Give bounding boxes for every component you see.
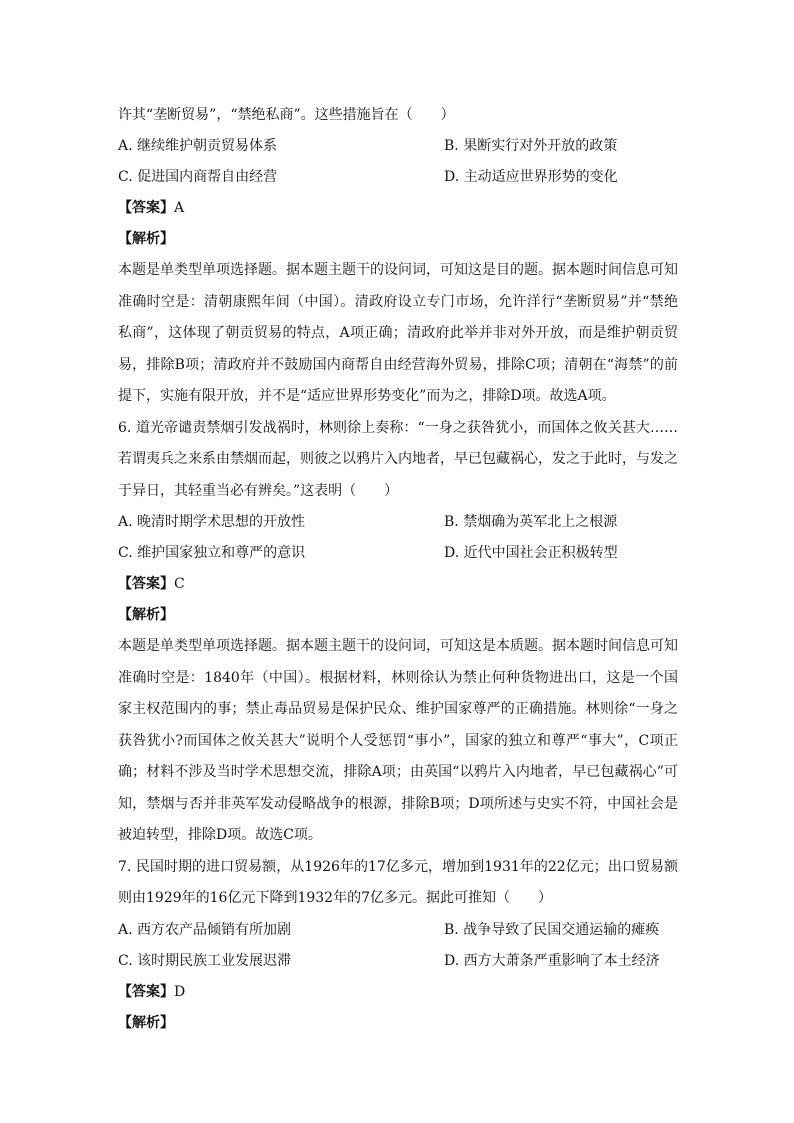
q7-options-row-1 bbox=[118, 915, 678, 946]
q7-option-c: C. 该时期民族工业发展迟滞 bbox=[118, 952, 292, 969]
q5-answer-tag: 【答案】 bbox=[118, 200, 174, 216]
q6-options-row-2 bbox=[118, 538, 678, 569]
q7-stem: 7. 民国时期的进口贸易额，从1926年的17亿多元，增加到1931年的22亿元；出口贸易额则由1929年的16亿元下降到1932年的7亿多元。据此可推知（ ） bbox=[118, 858, 678, 906]
q5-answer-value: A bbox=[174, 200, 185, 216]
q6-option-d: D. 近代中国社会正积极转型 bbox=[444, 545, 618, 561]
q6-analysis-tag: 【解析】 bbox=[118, 607, 174, 623]
q7-option-d: D. 西方大萧条严重影响了本土经济 bbox=[444, 952, 660, 969]
q5-option-a: A. 继续维护朝贡贸易体系 bbox=[118, 138, 278, 154]
q5-options-row-1 bbox=[118, 131, 678, 162]
q5-answer bbox=[118, 193, 678, 224]
q7-answer bbox=[118, 977, 678, 1008]
document-content bbox=[118, 100, 678, 1039]
q7-analysis-tag: 【解析】 bbox=[118, 1014, 174, 1031]
q6-option-a: A. 晚清时期学术思想的开放性 bbox=[118, 514, 306, 530]
q6-answer-value: C bbox=[174, 576, 185, 592]
q7-option-a: A. 西方农产品倾销有所加剧 bbox=[118, 921, 292, 938]
q7-answer-tag: 【答案】 bbox=[118, 983, 174, 1000]
q6-options-row-1 bbox=[118, 507, 678, 538]
q5-analysis-tag: 【解析】 bbox=[118, 231, 174, 247]
q7-answer-value: D bbox=[174, 983, 186, 1000]
q5-option-d: D. 主动适应世界形势的变化 bbox=[444, 169, 618, 185]
q5-options-row-2 bbox=[118, 162, 678, 193]
q5-analysis: 本题是单类型单项选择题。据本题主题干的设问词，可知这是目的题。据本题时间信息可知准确时空是：清朝康熙年间（中国）。清政府设立专门市场，允许洋行“垄断贸易”并“禁绝私商”，这体现了朝贡贸易的特点，A项正确；清政府此举并非对外开放，而是维护朝贡贸易，排除B项；清政府并不鼓励国内商帮自由经营海外贸易，排除C项；清朝在“海禁”的前提下，实施有限开放，并不是“适应世界形势变化”而为之，排除D项。故选A项。 bbox=[118, 262, 678, 404]
q6-option-c: C. 维护国家独立和尊严的意识 bbox=[118, 545, 306, 561]
q6-stem: 6. 道光帝谴责禁烟引发战祸时，林则徐上奏称：“一身之获咎犹小，而国体之攸关甚大……若谓夷兵之来系由禁烟而起，则彼之以鸦片入内地者，早已包藏祸心，发之于此时，与发之于异日，其轻重当必有辨矣。”这表明（ ） bbox=[118, 419, 678, 499]
q5-option-b: B. 果断实行对外开放的政策 bbox=[444, 138, 618, 154]
q6-answer bbox=[118, 569, 678, 600]
q7-option-b: B. 战争导致了民国交通运输的瘫痪 bbox=[444, 921, 660, 938]
q6-analysis: 本题是单类型单项选择题。据本题主题干的设问词，可知这是本质题。据本题时间信息可知准确时空是：1840年（中国）。根据材料，林则徐认为禁止何种货物进出口，这是一个国家主权范围内的事；禁止毒品贸易是保护民众、维护国家尊严的正确措施。林则徐“一身之获咎犹小?而国体之攸关甚大”说明个人受惩罚“事小”，国家的独立和尊严“事大”，C项正确；材料不涉及当时学术思想交流，排除A项；由英国“以鸦片入内地者，早已包藏祸心”可知，禁烟与否并非英军发动侵略战争的根源，排除B项；D项所述与史实不符，中国社会是被迫转型，排除D项。故选C项。 bbox=[118, 638, 678, 843]
q5-stem-tail: 许其“垄断贸易”，“禁绝私商”。这些措施旨在（ ） bbox=[118, 107, 455, 123]
q6-option-b: B. 禁烟确为英军北上之根源 bbox=[444, 514, 618, 530]
q7-options-row-2 bbox=[118, 946, 678, 977]
q5-option-c: C. 促进国内商帮自由经营 bbox=[118, 169, 278, 185]
q6-answer-tag: 【答案】 bbox=[118, 576, 174, 592]
